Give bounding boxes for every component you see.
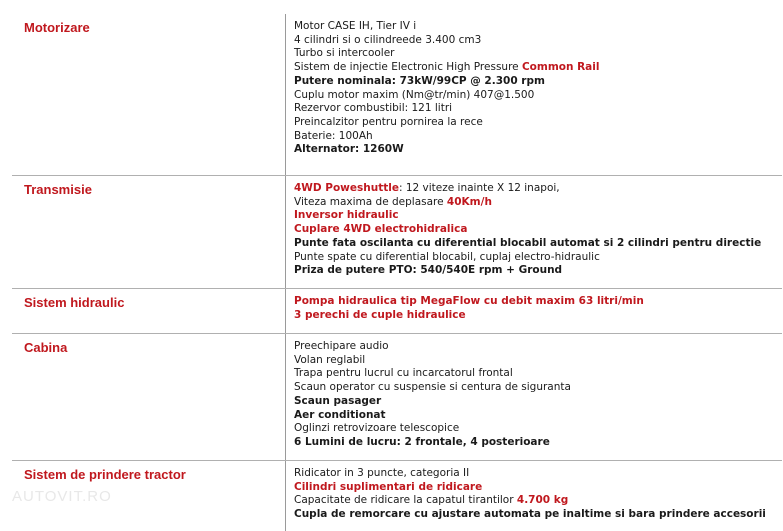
spec-text: Cupla de remorcare cu ajustare automata pe inaltime si bara prindere accesorii xyxy=(294,508,766,521)
column-divider xyxy=(285,461,286,531)
spec-line xyxy=(294,223,761,237)
spec-line xyxy=(294,309,644,323)
section-details xyxy=(294,467,766,522)
spec-text: Cuplare 4WD electrohidralica xyxy=(294,223,468,236)
spec-line xyxy=(294,237,761,251)
section-title: Sistem hidraulic xyxy=(24,295,125,310)
section-title: Transmisie xyxy=(24,182,92,197)
spec-line xyxy=(294,367,571,381)
spec-text: Punte spate cu diferential blocabil, cuplaj electro-hidraulic xyxy=(294,250,600,263)
spec-table xyxy=(12,14,782,531)
spec-line xyxy=(294,182,761,196)
spec-line xyxy=(294,295,644,309)
spec-line xyxy=(294,481,766,495)
section-title: Cabina xyxy=(24,340,68,355)
section-details xyxy=(294,295,644,322)
spec-text: Preechipare audio xyxy=(294,340,389,352)
spec-text: Alternator: 1260W xyxy=(294,143,404,156)
spec-text: Turbo si intercooler xyxy=(294,47,395,60)
spec-text: Motor CASE IH, Tier IV i xyxy=(294,20,417,32)
spec-line xyxy=(294,422,571,436)
spec-text: : 12 viteze inainte X 12 inapoi, xyxy=(398,182,560,194)
spec-text: Cilindri suplimentari de ridicare xyxy=(294,480,483,493)
spec-text: Scaun operator cu suspensie si centura de siguranta xyxy=(294,381,571,394)
spec-text: Sistem de injectie Electronic High Pressure xyxy=(294,61,522,74)
spec-text: Putere nominala: 73kW/99CP @ 2.300 rpm xyxy=(294,74,545,87)
spec-line xyxy=(294,47,599,61)
spec-line xyxy=(294,264,761,278)
spec-row xyxy=(12,288,782,333)
spec-line xyxy=(294,209,761,223)
spec-line xyxy=(294,89,599,103)
spec-line xyxy=(294,116,599,130)
spec-line xyxy=(294,354,571,368)
spec-text: Rezervor combustibil: 121 litri xyxy=(294,102,453,115)
section-title: Sistem de prindere tractor xyxy=(24,467,186,482)
spec-row xyxy=(12,333,782,460)
spec-line xyxy=(294,34,599,48)
spec-line xyxy=(294,130,599,144)
spec-line xyxy=(294,143,599,157)
spec-line xyxy=(294,381,571,395)
spec-line xyxy=(294,61,599,75)
spec-text: Punte fata oscilanta cu diferential blocabil automat si 2 cilindri pentru directie xyxy=(294,236,762,249)
section-details xyxy=(294,182,761,278)
spec-line xyxy=(294,340,571,354)
spec-text: Ridicator in 3 puncte, categoria II xyxy=(294,467,470,479)
spec-text: Oglinzi retrovizoare telescopice xyxy=(294,422,460,435)
spec-text: 4WD Poweshuttle xyxy=(294,182,399,194)
column-divider xyxy=(285,289,286,333)
spec-line xyxy=(294,436,571,450)
spec-row xyxy=(12,460,782,531)
column-divider xyxy=(285,176,286,288)
spec-text: Volan reglabil xyxy=(294,353,366,366)
spec-text: Trapa pentru lucrul cu incarcatorul frontal xyxy=(294,367,513,380)
spec-text: 6 Lumini de lucru: 2 frontale, 4 posterioare xyxy=(294,435,550,448)
section-title: Motorizare xyxy=(24,20,90,35)
spec-row xyxy=(12,14,782,175)
spec-text: Baterie: 100Ah xyxy=(294,129,373,142)
spec-line xyxy=(294,196,761,210)
column-divider xyxy=(285,14,286,175)
spec-text: 3 perechi de cuple hidraulice xyxy=(294,308,466,321)
spec-line xyxy=(294,508,766,522)
spec-text: Inversor hidraulic xyxy=(294,209,399,222)
spec-text: Capacitate de ridicare la capatul tirantilor xyxy=(294,494,517,507)
spec-text: Viteza maxima de deplasare xyxy=(294,195,447,208)
spec-line xyxy=(294,395,571,409)
spec-row xyxy=(12,175,782,288)
column-divider xyxy=(285,334,286,460)
spec-line xyxy=(294,20,599,34)
section-details xyxy=(294,20,599,157)
spec-line xyxy=(294,494,766,508)
spec-line xyxy=(294,467,766,481)
section-details xyxy=(294,340,571,450)
spec-text: 4 cilindri si o cilindreede 3.400 cm3 xyxy=(294,33,482,46)
spec-text: 40Km/h xyxy=(446,195,492,208)
spec-text: Scaun pasager xyxy=(294,394,382,407)
watermark-text: AUTOVIT.RO xyxy=(12,488,112,505)
spec-text: Aer conditionat xyxy=(294,408,386,421)
watermark xyxy=(12,488,112,505)
spec-line xyxy=(294,102,599,116)
spec-text: Common Rail xyxy=(521,61,600,74)
spec-text: Pompa hidraulica tip MegaFlow cu debit maxim 63 litri/min xyxy=(294,295,644,307)
spec-line xyxy=(294,409,571,423)
spec-text: Preincalzitor pentru pornirea la rece xyxy=(294,115,483,128)
spec-line xyxy=(294,251,761,265)
spec-text: Cuplu motor maxim (Nm@tr/min) 407@1.500 xyxy=(294,88,535,101)
spec-text: Priza de putere PTO: 540/540E rpm + Ground xyxy=(294,264,563,277)
spec-line xyxy=(294,75,599,89)
spec-text: 4.700 kg xyxy=(516,494,569,507)
